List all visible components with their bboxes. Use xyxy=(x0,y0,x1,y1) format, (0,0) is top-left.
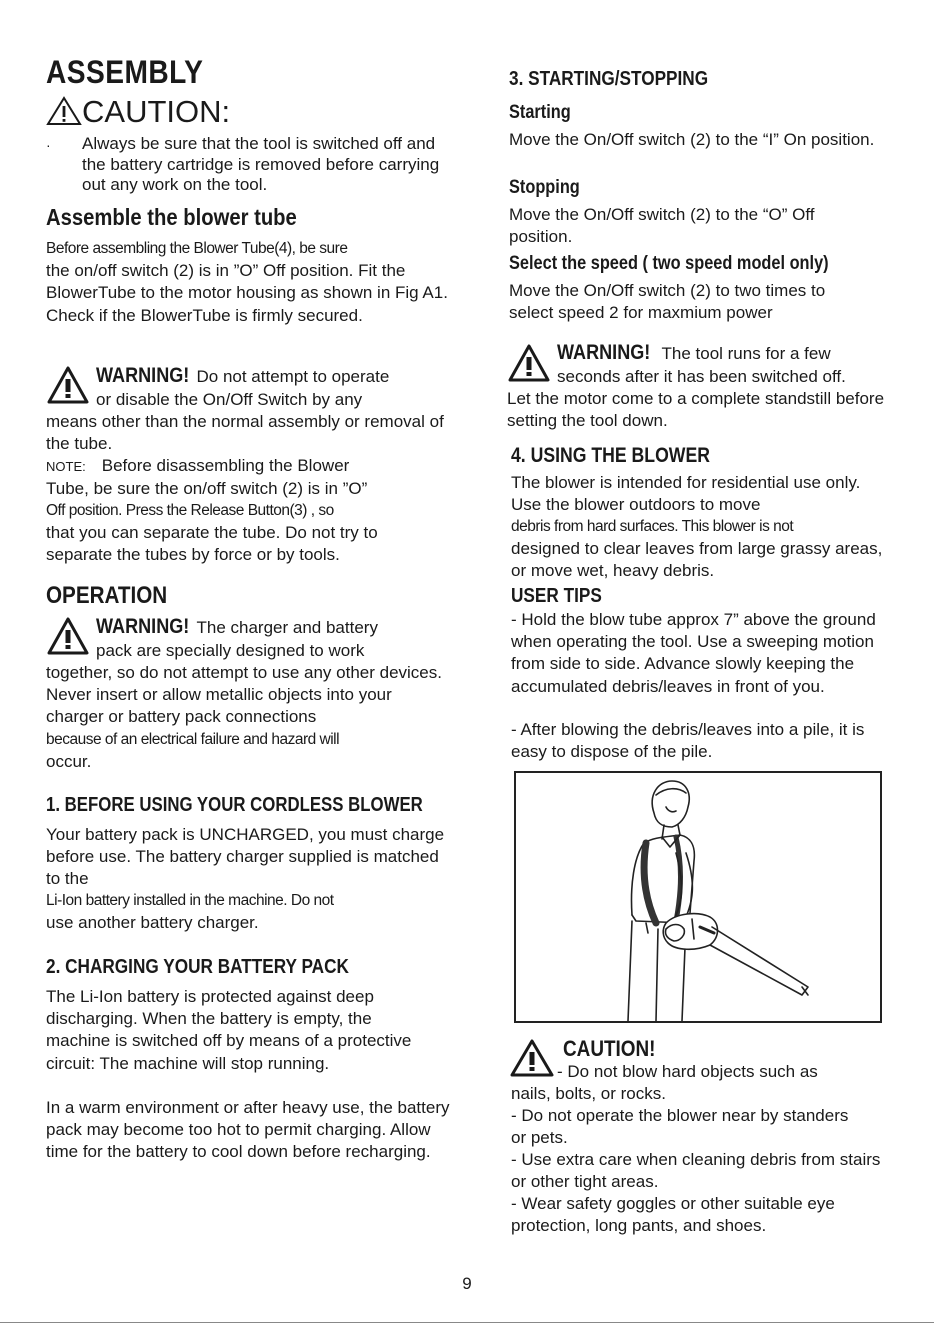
warning1-line1 xyxy=(96,364,389,388)
section-title-assembly: ASSEMBLY xyxy=(46,54,204,90)
assemble-rest: the on/off switch (2) is in ”O” Off position. Fit the BlowerTube to the motor housing as shown in Fig A1. Check if the BlowerTube is firmly secured. xyxy=(46,261,448,325)
stopping-text: Move the On/Off switch (2) to the “O” Off position. xyxy=(509,205,815,247)
charging-text1: The Li-Ion battery is protected against deep discharging. When the battery is empty, the machine is switched off by means of a protective circuit: The machine will stop running. xyxy=(46,987,412,1073)
tips-text2: - After blowing the debris/leaves into a pile, it is easy to dispose of the pile. xyxy=(511,720,865,762)
tips-heading: USER TIPS xyxy=(511,585,602,607)
warning-icon xyxy=(507,343,551,388)
using-text2: designed to clear leaves from large grassy areas, or move wet, heavy debris. xyxy=(511,539,883,581)
speed-subheading: Select the speed ( two speed model only) xyxy=(509,253,829,274)
starting-heading: 3. STARTING/STOPPING xyxy=(509,68,709,90)
note-rest: that you can separate the tube. Do not try to separate the tubes by force or by tools. xyxy=(46,523,378,565)
warning1-first: Do not attempt to operate xyxy=(196,367,390,386)
using-text1: The blower is intended for residential use only. Use the blower outdoors to move xyxy=(511,473,861,515)
caution-label: CAUTION! xyxy=(563,1036,656,1061)
person-using-blower-illustration xyxy=(516,773,880,1021)
warning-icon xyxy=(509,1038,555,1083)
caution-heading-text: CAUTION: xyxy=(82,94,231,129)
note-line1 xyxy=(46,456,349,476)
warning2-rest: together, so do not attempt to use any other devices. Never insert or allow metallic objects into your charger or battery pack connections xyxy=(46,663,442,727)
warning3-second: seconds after it has been switched off. xyxy=(557,367,846,386)
before-end: use another battery charger. xyxy=(46,913,259,932)
caution-bullet xyxy=(46,134,451,196)
caution-bullet-text: Always be sure that the tool is switched off and the battery cartridge is removed before carrying out any work on the tool. xyxy=(82,134,440,194)
note-first: Before disassembling the Blower xyxy=(101,456,350,475)
warning1-rest: means other than the normal assembly or removal of the tube. xyxy=(46,412,444,454)
warning3-first: The tool runs for a few xyxy=(661,344,831,363)
using-heading: 4. USING THE BLOWER xyxy=(511,444,710,467)
warning1-label: WARNING! xyxy=(96,364,190,387)
operation-heading: OPERATION xyxy=(46,582,168,609)
starting-text: Move the On/Off switch (2) to the “I” On position. xyxy=(509,130,875,149)
warning3-rest: Let the motor come to a complete standstill before setting the tool down. xyxy=(507,389,885,431)
using-cond: debris from hard surfaces. This blower is not xyxy=(511,518,794,535)
warning2-first: The charger and battery xyxy=(196,618,378,637)
before-heading: 1. BEFORE USING YOUR CORDLESS BLOWER xyxy=(46,794,423,816)
warning-triangle-icon xyxy=(46,96,82,126)
caution-rest3: - Use extra care when cleaning debris from stairs or other tight areas. xyxy=(511,1150,881,1192)
caution-first: - Do not blow hard objects such as xyxy=(557,1062,818,1081)
warning3-label: WARNING! xyxy=(557,341,651,364)
warning2-end: occur. xyxy=(46,752,92,771)
blower-illustration-frame xyxy=(514,771,882,1023)
charging-text2: In a warm environment or after heavy use, the battery pack may become too hot to permit charging. Allow time for the battery to cool down before recharging. xyxy=(46,1098,450,1162)
before-cond: Li-Ion battery installed in the machine. Do not xyxy=(46,892,334,909)
page-bottom-rule xyxy=(0,1322,934,1323)
page-number: 9 xyxy=(462,1274,472,1293)
caution-rest2: - Do not operate the blower near by standers or pets. xyxy=(511,1106,849,1148)
warning2-label: WARNING! xyxy=(96,615,190,638)
warning2-second: pack are specially designed to work xyxy=(96,641,365,660)
tips-text1: - Hold the blow tube approx 7” above the ground when operating the tool. Use a sweeping motion from side to side. Advance slowly keeping the accumulated debris/leaves in front of you. xyxy=(511,610,876,696)
starting-subheading: Starting xyxy=(509,102,571,123)
note-line2: Tube, be sure the on/off switch (2) is in ”O” xyxy=(46,479,368,498)
before-text: Your battery pack is UNCHARGED, you must charge before use. The battery charger supplied is matched to the xyxy=(46,825,445,889)
stopping-subheading: Stopping xyxy=(509,177,580,198)
speed-text: Move the On/Off switch (2) to two times to select speed 2 for maxmium power xyxy=(509,281,826,323)
charging-heading: 2. CHARGING YOUR BATTERY PACK xyxy=(46,956,349,978)
assemble-heading: Assemble the blower tube xyxy=(46,204,297,230)
warning-icon xyxy=(46,365,90,410)
assemble-paragraph xyxy=(46,238,451,327)
caution-rest4: - Wear safety goggles or other suitable eye protection, long pants, and shoes. xyxy=(511,1194,835,1236)
caution-heading xyxy=(46,94,230,130)
warning-icon xyxy=(46,616,90,661)
note-label: NOTE: xyxy=(46,459,86,474)
warning2-cond: because of an electrical failure and hazard will xyxy=(46,731,340,748)
warning1-second: or disable the On/Off Switch by any xyxy=(96,390,363,409)
assemble-line1: Before assembling the Blower Tube(4), be sure xyxy=(46,240,348,257)
caution-rest1: nails, bolts, or rocks. xyxy=(511,1084,666,1103)
warning3-line1 xyxy=(557,341,831,365)
note-line3: Off position. Press the Release Button(3) , so xyxy=(46,502,334,519)
warning2-line1 xyxy=(96,615,378,639)
bullet-dot-icon: · xyxy=(46,137,51,153)
